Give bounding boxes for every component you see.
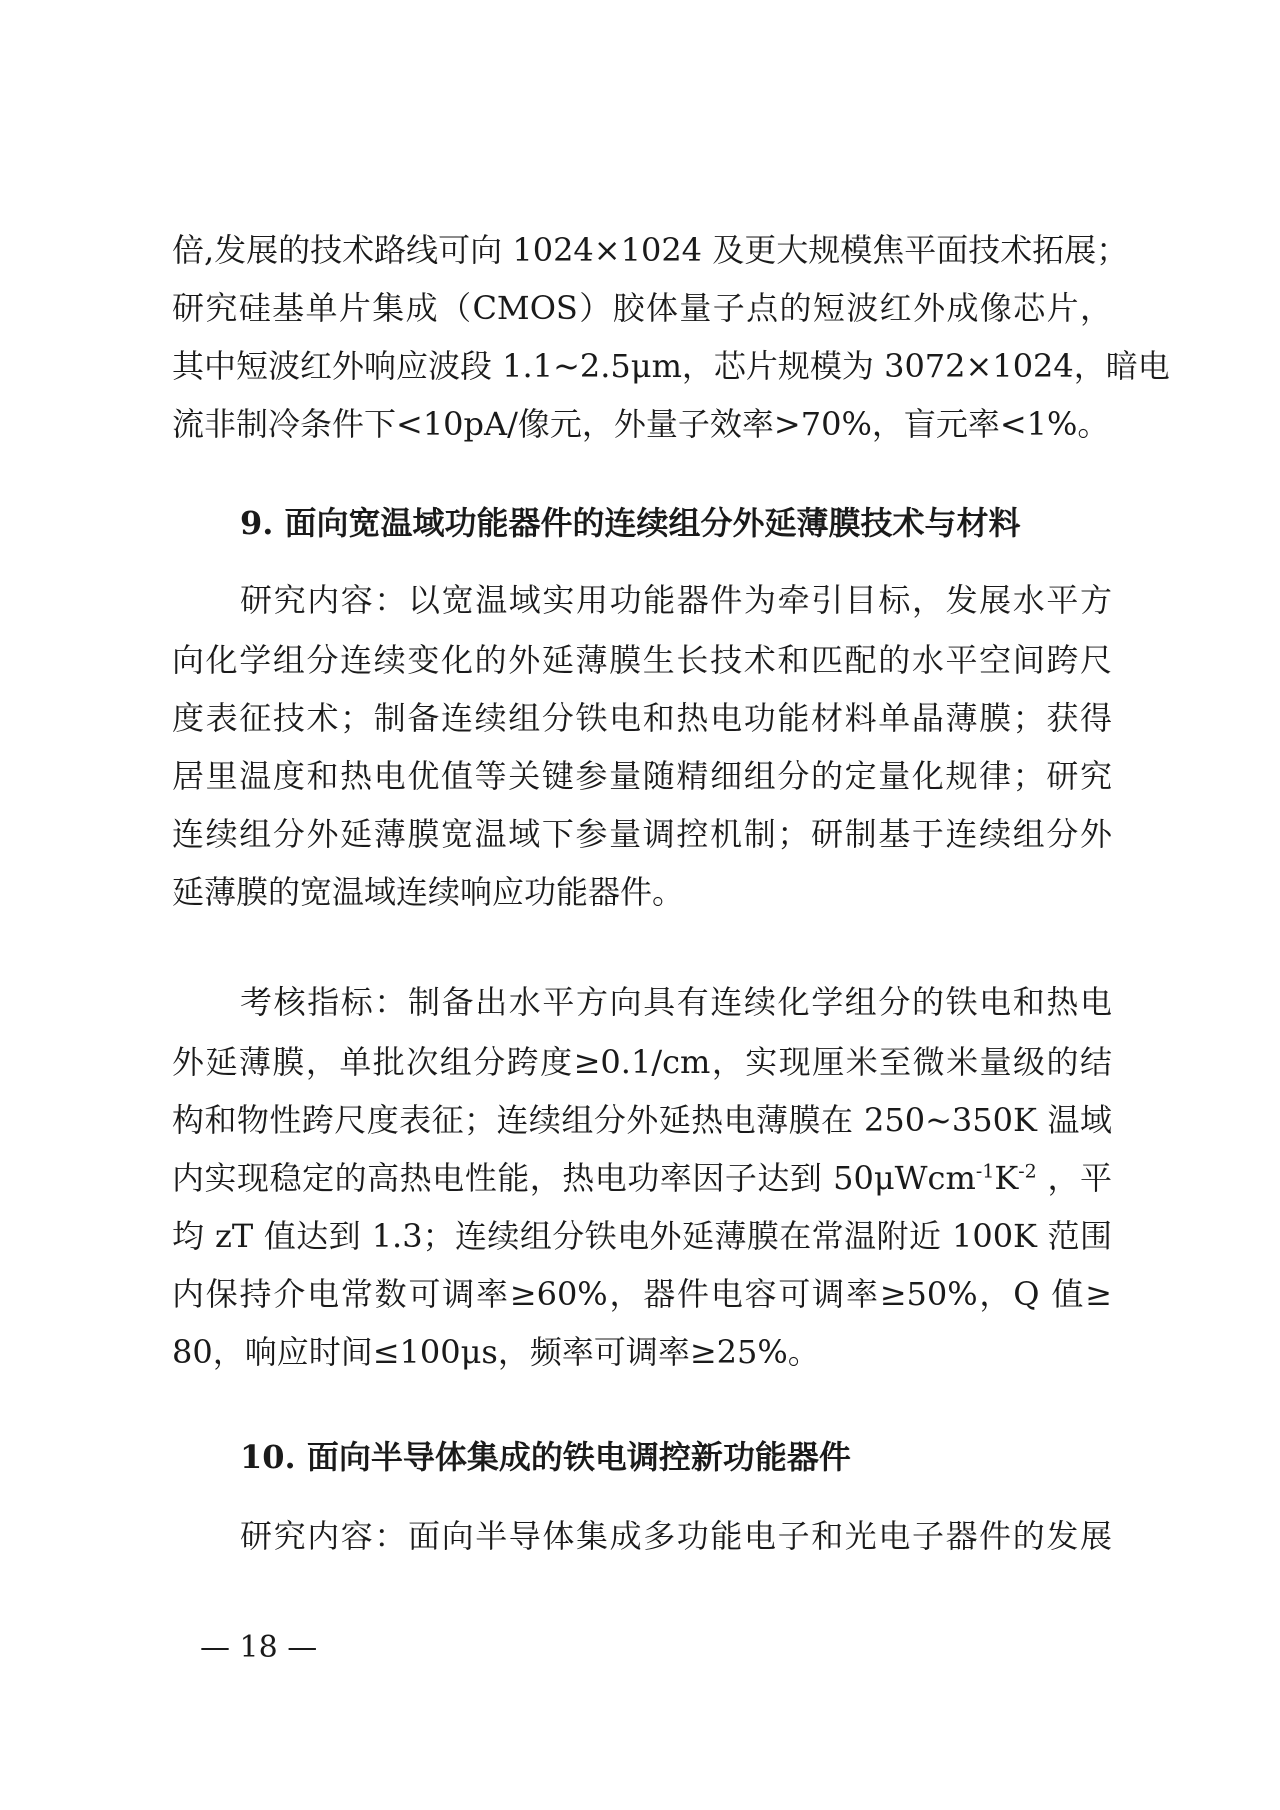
research-content-line: 度表征技术；制备连续组分铁电和热电功能材料单晶薄膜；获得 — [172, 699, 1112, 737]
page-number: — 18 — — [200, 1630, 318, 1665]
indicator-line: 构和物性跨尺度表征；连续组分外延热电薄膜在 250~350K 温域 — [172, 1101, 1112, 1139]
unit-text: K — [994, 1159, 1019, 1197]
body-text-line: 其中短波红外响应波段 1.1~2.5μm，芯片规模为 3072×1024，暗电 — [172, 347, 1170, 385]
unit-superscript: -2 — [1018, 1160, 1037, 1183]
section-10-heading: 10. 面向半导体集成的铁电调控新功能器件 — [240, 1438, 851, 1476]
indicator-line: 内保持介电常数可调率≥60%，器件电容可调率≥50%，Q 值≥ — [172, 1275, 1112, 1313]
indicator-line: 80，响应时间≤100μs，频率可调率≥25%。 — [172, 1333, 820, 1371]
indicator-line: 考核指标：制备出水平方向具有连续化学组分的铁电和热电 — [240, 983, 1112, 1021]
research-content-line: 研究内容：以宽温域实用功能器件为牵引目标，发展水平方 — [240, 581, 1112, 619]
section-9-heading: 9. 面向宽温域功能器件的连续组分外延薄膜技术与材料 — [240, 504, 1021, 542]
research-content-line: 居里温度和热电优值等关键参量随精细组分的定量化规律；研究 — [172, 757, 1112, 795]
body-text-line: 倍,发展的技术路线可向 1024×1024 及更大规模焦平面技术拓展； — [172, 231, 1129, 269]
indicator-line: 外延薄膜，单批次组分跨度≥0.1/cm，实现厘米至微米量级的结 — [172, 1043, 1112, 1081]
research-content-line: 向化学组分连续变化的外延薄膜生长技术和匹配的水平空间跨尺 — [172, 641, 1112, 679]
unit-superscript: -1 — [975, 1160, 995, 1183]
indicator-text: 内实现稳定的高热电性能，热电功率因子达到 50μWcm — [172, 1159, 976, 1197]
indicator-text: ，平 — [1036, 1159, 1112, 1197]
research-content-line: 连续组分外延薄膜宽温域下参量调控机制；研制基于连续组分外 — [172, 815, 1112, 853]
research-content-line: 研究内容：面向半导体集成多功能电子和光电子器件的发展 — [240, 1517, 1112, 1555]
indicator-line-with-units — [172, 1158, 1112, 1198]
body-text-line: 研究硅基单片集成（CMOS）胶体量子点的短波红外成像芯片， — [172, 289, 1112, 327]
indicator-line: 均 zT 值达到 1.3；连续组分铁电外延薄膜在常温附近 100K 范围 — [172, 1217, 1112, 1255]
research-content-line: 延薄膜的宽温域连续响应功能器件。 — [172, 873, 685, 911]
body-text-line: 流非制冷条件下<10pA/像元，外量子效率>70%，盲元率<1%。 — [172, 405, 1110, 443]
